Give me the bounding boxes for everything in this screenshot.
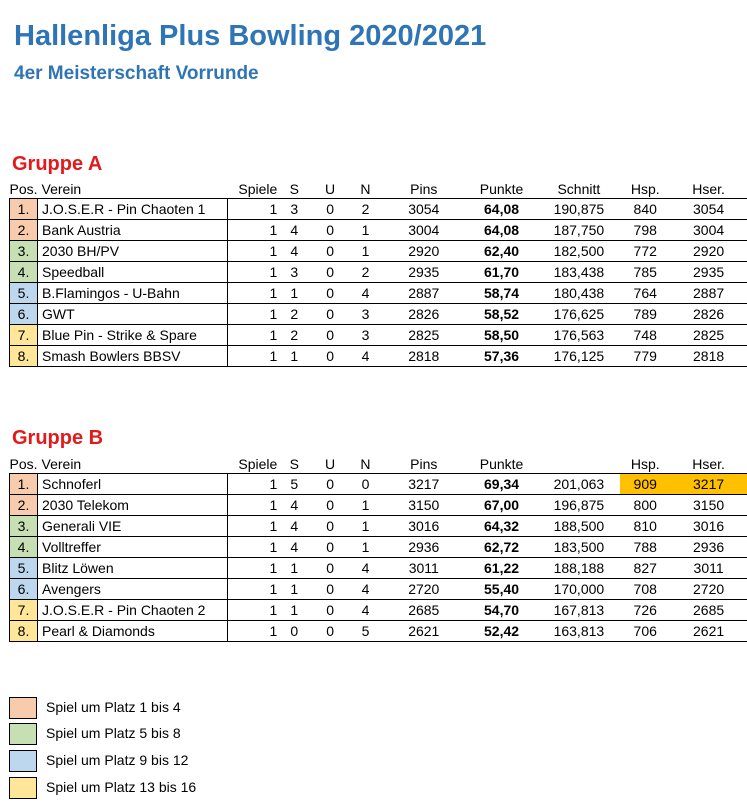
row-punkte: 57,36 [466,346,538,367]
table-row [10,621,747,642]
row-punkte: 64,08 [466,199,538,220]
row-pins: 3011 [382,558,466,579]
header-schnitt: Schnitt [537,179,620,199]
row-pos: 4. [10,537,38,558]
table-row [10,304,747,325]
row-s: 2 [277,304,311,325]
row-hser: 3004 [670,220,747,241]
group-b-rows [10,474,747,642]
row-s: 5 [277,474,311,495]
legend-label: Spiel um Platz 13 bis 16 [46,779,197,795]
header-pos: Pos. [9,180,38,197]
header-spiele: Spiele [227,454,277,474]
row-n: 4 [349,558,382,579]
row-pos: 8. [10,621,38,642]
row-u: 0 [311,241,349,262]
group-a-title: Gruppe A [12,153,103,175]
row-hsp: 789 [620,304,670,325]
row-hsp: 772 [620,241,670,262]
row-hser: 2818 [670,346,747,367]
row-u: 0 [311,558,349,579]
row-hser: 2826 [670,304,747,325]
row-hsp: 779 [620,346,670,367]
row-n: 5 [349,621,382,642]
row-n: 1 [349,220,382,241]
row-hser: 3011 [670,558,747,579]
row-u: 0 [311,579,349,600]
header-verein: Verein [38,179,228,199]
row-n: 4 [349,579,382,600]
row-hser: 2685 [670,600,747,621]
row-pos: 5. [10,283,38,304]
row-pos: 1. [10,199,38,220]
row-verein: Volltreffer [38,537,228,558]
row-n: 4 [349,283,382,304]
header-hsp: Hsp. [620,179,670,199]
row-hser: 3217 [670,474,747,495]
header-pos: Pos. [9,455,38,472]
header-punkte: Punkte [466,179,538,199]
row-u: 0 [311,199,349,220]
group-b-title: Gruppe B [12,427,104,449]
row-pos: 7. [10,600,38,621]
row-u: 0 [311,220,349,241]
row-verein: 2030 BH/PV [38,241,228,262]
row-s: 3 [277,199,311,220]
legend-swatch-green [9,723,37,745]
row-pos: 1. [10,474,38,495]
row-u: 0 [311,600,349,621]
header-u: U [311,454,349,474]
row-punkte: 64,32 [466,516,538,537]
row-pins: 3150 [382,495,466,516]
row-pins: 2826 [382,304,466,325]
row-spiele: 1 [227,474,277,495]
row-verein: 2030 Telekom [38,495,228,516]
header-pins: Pins [382,179,466,199]
row-pins: 3217 [382,474,466,495]
row-hser: 3150 [670,495,747,516]
row-verein: Blue Pin - Strike & Spare [38,325,228,346]
row-verein: Pearl & Diamonds [38,621,228,642]
row-verein: Speedball [38,262,228,283]
row-spiele: 1 [227,262,277,283]
row-s: 4 [277,537,311,558]
group-a-rows [10,199,747,367]
row-schnitt: 170,000 [537,579,620,600]
row-pins: 3004 [382,220,466,241]
legend-swatch-yellow [9,777,37,799]
row-pos: 8. [10,346,38,367]
row-hser: 2887 [670,283,747,304]
row-pins: 3016 [382,516,466,537]
row-punkte: 61,70 [466,262,538,283]
row-pos: 3. [10,241,38,262]
row-n: 4 [349,346,382,367]
row-u: 0 [311,516,349,537]
row-verein: B.Flamingos - U-Bahn [38,283,228,304]
row-u: 0 [311,474,349,495]
row-n: 4 [349,600,382,621]
row-s: 4 [277,241,311,262]
row-verein: J.O.S.E.R - Pin Chaoten 2 [38,600,228,621]
row-spiele: 1 [227,283,277,304]
row-pins: 2685 [382,600,466,621]
row-schnitt: 176,625 [537,304,620,325]
row-spiele: 1 [227,516,277,537]
row-s: 3 [277,262,311,283]
row-n: 1 [349,537,382,558]
table-row [10,346,747,367]
row-hser: 3054 [670,199,747,220]
row-schnitt: 167,813 [537,600,620,621]
row-verein: Bank Austria [38,220,228,241]
row-n: 1 [349,516,382,537]
header-hser: Hser. [670,179,747,199]
row-punkte: 67,00 [466,495,538,516]
row-u: 0 [311,495,349,516]
legend-label: Spiel um Platz 1 bis 4 [46,699,181,715]
header-schnitt [537,454,620,474]
group-a-table [9,179,747,367]
row-u: 0 [311,325,349,346]
row-punkte: 64,08 [466,220,538,241]
row-spiele: 1 [227,621,277,642]
header-n: N [349,454,382,474]
row-hsp: 827 [620,558,670,579]
row-schnitt: 176,125 [537,346,620,367]
row-hsp: 788 [620,537,670,558]
row-hsp: 726 [620,600,670,621]
row-pos: 7. [10,325,38,346]
row-verein: Blitz Löwen [38,558,228,579]
row-n: 1 [349,495,382,516]
header-s: S [277,179,311,199]
row-s: 2 [277,325,311,346]
header-n: N [349,179,382,199]
row-pos: 2. [10,220,38,241]
row-punkte: 55,40 [466,579,538,600]
row-punkte: 61,22 [466,558,538,579]
row-pins: 2936 [382,537,466,558]
row-n: 3 [349,304,382,325]
row-hsp: 764 [620,283,670,304]
row-punkte: 58,52 [466,304,538,325]
header-spiele: Spiele [227,179,277,199]
table-header-row [10,179,747,199]
table-row [10,474,747,495]
row-u: 0 [311,262,349,283]
row-spiele: 1 [227,304,277,325]
row-schnitt: 183,438 [537,262,620,283]
row-schnitt: 180,438 [537,283,620,304]
page-subtitle: 4er Meisterschaft Vorrunde [14,63,259,84]
row-spiele: 1 [227,579,277,600]
row-s: 1 [277,283,311,304]
group-b-table [9,454,747,642]
row-schnitt: 190,875 [537,199,620,220]
row-hsp: 748 [620,325,670,346]
row-schnitt: 176,563 [537,325,620,346]
row-verein: Smash Bowlers BBSV [38,346,228,367]
table-row [10,600,747,621]
table-row [10,283,747,304]
row-n: 1 [349,241,382,262]
legend-swatch-blue [9,750,37,772]
row-schnitt: 201,063 [537,474,620,495]
row-punkte: 58,50 [466,325,538,346]
row-hser: 2621 [670,621,747,642]
row-hsp: 708 [620,579,670,600]
row-schnitt: 182,500 [537,241,620,262]
row-schnitt: 196,875 [537,495,620,516]
row-spiele: 1 [227,199,277,220]
row-hser: 2720 [670,579,747,600]
header-u: U [311,179,349,199]
row-punkte: 69,34 [466,474,538,495]
row-s: 4 [277,516,311,537]
row-u: 0 [311,346,349,367]
row-pos: 4. [10,262,38,283]
row-spiele: 1 [227,600,277,621]
row-pins: 2818 [382,346,466,367]
row-hsp: 706 [620,621,670,642]
header-punkte: Punkte [466,454,538,474]
row-hser: 2935 [670,262,747,283]
page-title: Hallenliga Plus Bowling 2020/2021 [14,20,487,52]
row-hser: 2920 [670,241,747,262]
table-row [10,579,747,600]
row-spiele: 1 [227,241,277,262]
row-pos: 6. [10,579,38,600]
row-u: 0 [311,621,349,642]
row-s: 1 [277,346,311,367]
row-spiele: 1 [227,346,277,367]
header-hsp: Hsp. [620,454,670,474]
row-spiele: 1 [227,220,277,241]
row-pins: 2621 [382,621,466,642]
table-header-row [10,454,747,474]
row-pins: 2887 [382,283,466,304]
table-row [10,558,747,579]
row-pos: 3. [10,516,38,537]
row-s: 1 [277,579,311,600]
row-punkte: 52,42 [466,621,538,642]
row-pins: 2825 [382,325,466,346]
row-punkte: 54,70 [466,600,538,621]
table-row [10,325,747,346]
row-u: 0 [311,283,349,304]
row-verein: GWT [38,304,228,325]
table-row [10,199,747,220]
row-hsp: 798 [620,220,670,241]
row-n: 3 [349,325,382,346]
row-pins: 2920 [382,241,466,262]
row-spiele: 1 [227,537,277,558]
row-hser: 2825 [670,325,747,346]
row-punkte: 62,72 [466,537,538,558]
row-verein: Avengers [38,579,228,600]
row-hsp: 810 [620,516,670,537]
header-pins: Pins [382,454,466,474]
row-verein: Generali VIE [38,516,228,537]
row-pins: 2720 [382,579,466,600]
row-n: 2 [349,199,382,220]
row-s: 0 [277,621,311,642]
legend-label: Spiel um Platz 9 bis 12 [46,752,189,768]
legend-label: Spiel um Platz 5 bis 8 [46,725,181,741]
row-pos: 6. [10,304,38,325]
row-punkte: 62,40 [466,241,538,262]
row-hsp: 909 [620,474,670,495]
row-punkte: 58,74 [466,283,538,304]
row-spiele: 1 [227,325,277,346]
header-verein: Verein [38,454,228,474]
row-pins: 2935 [382,262,466,283]
row-schnitt: 183,500 [537,537,620,558]
row-s: 1 [277,600,311,621]
row-hser: 3016 [670,516,747,537]
row-schnitt: 163,813 [537,621,620,642]
table-row [10,537,747,558]
header-hser: Hser. [670,454,747,474]
header-s: S [277,454,311,474]
row-pos: 2. [10,495,38,516]
row-pos: 5. [10,558,38,579]
row-n: 2 [349,262,382,283]
row-schnitt: 187,750 [537,220,620,241]
row-hsp: 785 [620,262,670,283]
legend-swatch-orange [9,697,37,719]
table-row [10,495,747,516]
row-verein: J.O.S.E.R - Pin Chaoten 1 [38,199,228,220]
table-row [10,516,747,537]
table-row [10,220,747,241]
row-verein: Schnoferl [38,474,228,495]
row-hsp: 800 [620,495,670,516]
row-s: 4 [277,220,311,241]
row-spiele: 1 [227,558,277,579]
row-pins: 3054 [382,199,466,220]
row-s: 1 [277,558,311,579]
row-u: 0 [311,304,349,325]
row-s: 4 [277,495,311,516]
row-hsp: 840 [620,199,670,220]
table-row [10,262,747,283]
row-n: 0 [349,474,382,495]
row-u: 0 [311,537,349,558]
row-hser: 2936 [670,537,747,558]
table-row [10,241,747,262]
row-schnitt: 188,188 [537,558,620,579]
row-schnitt: 188,500 [537,516,620,537]
row-spiele: 1 [227,495,277,516]
